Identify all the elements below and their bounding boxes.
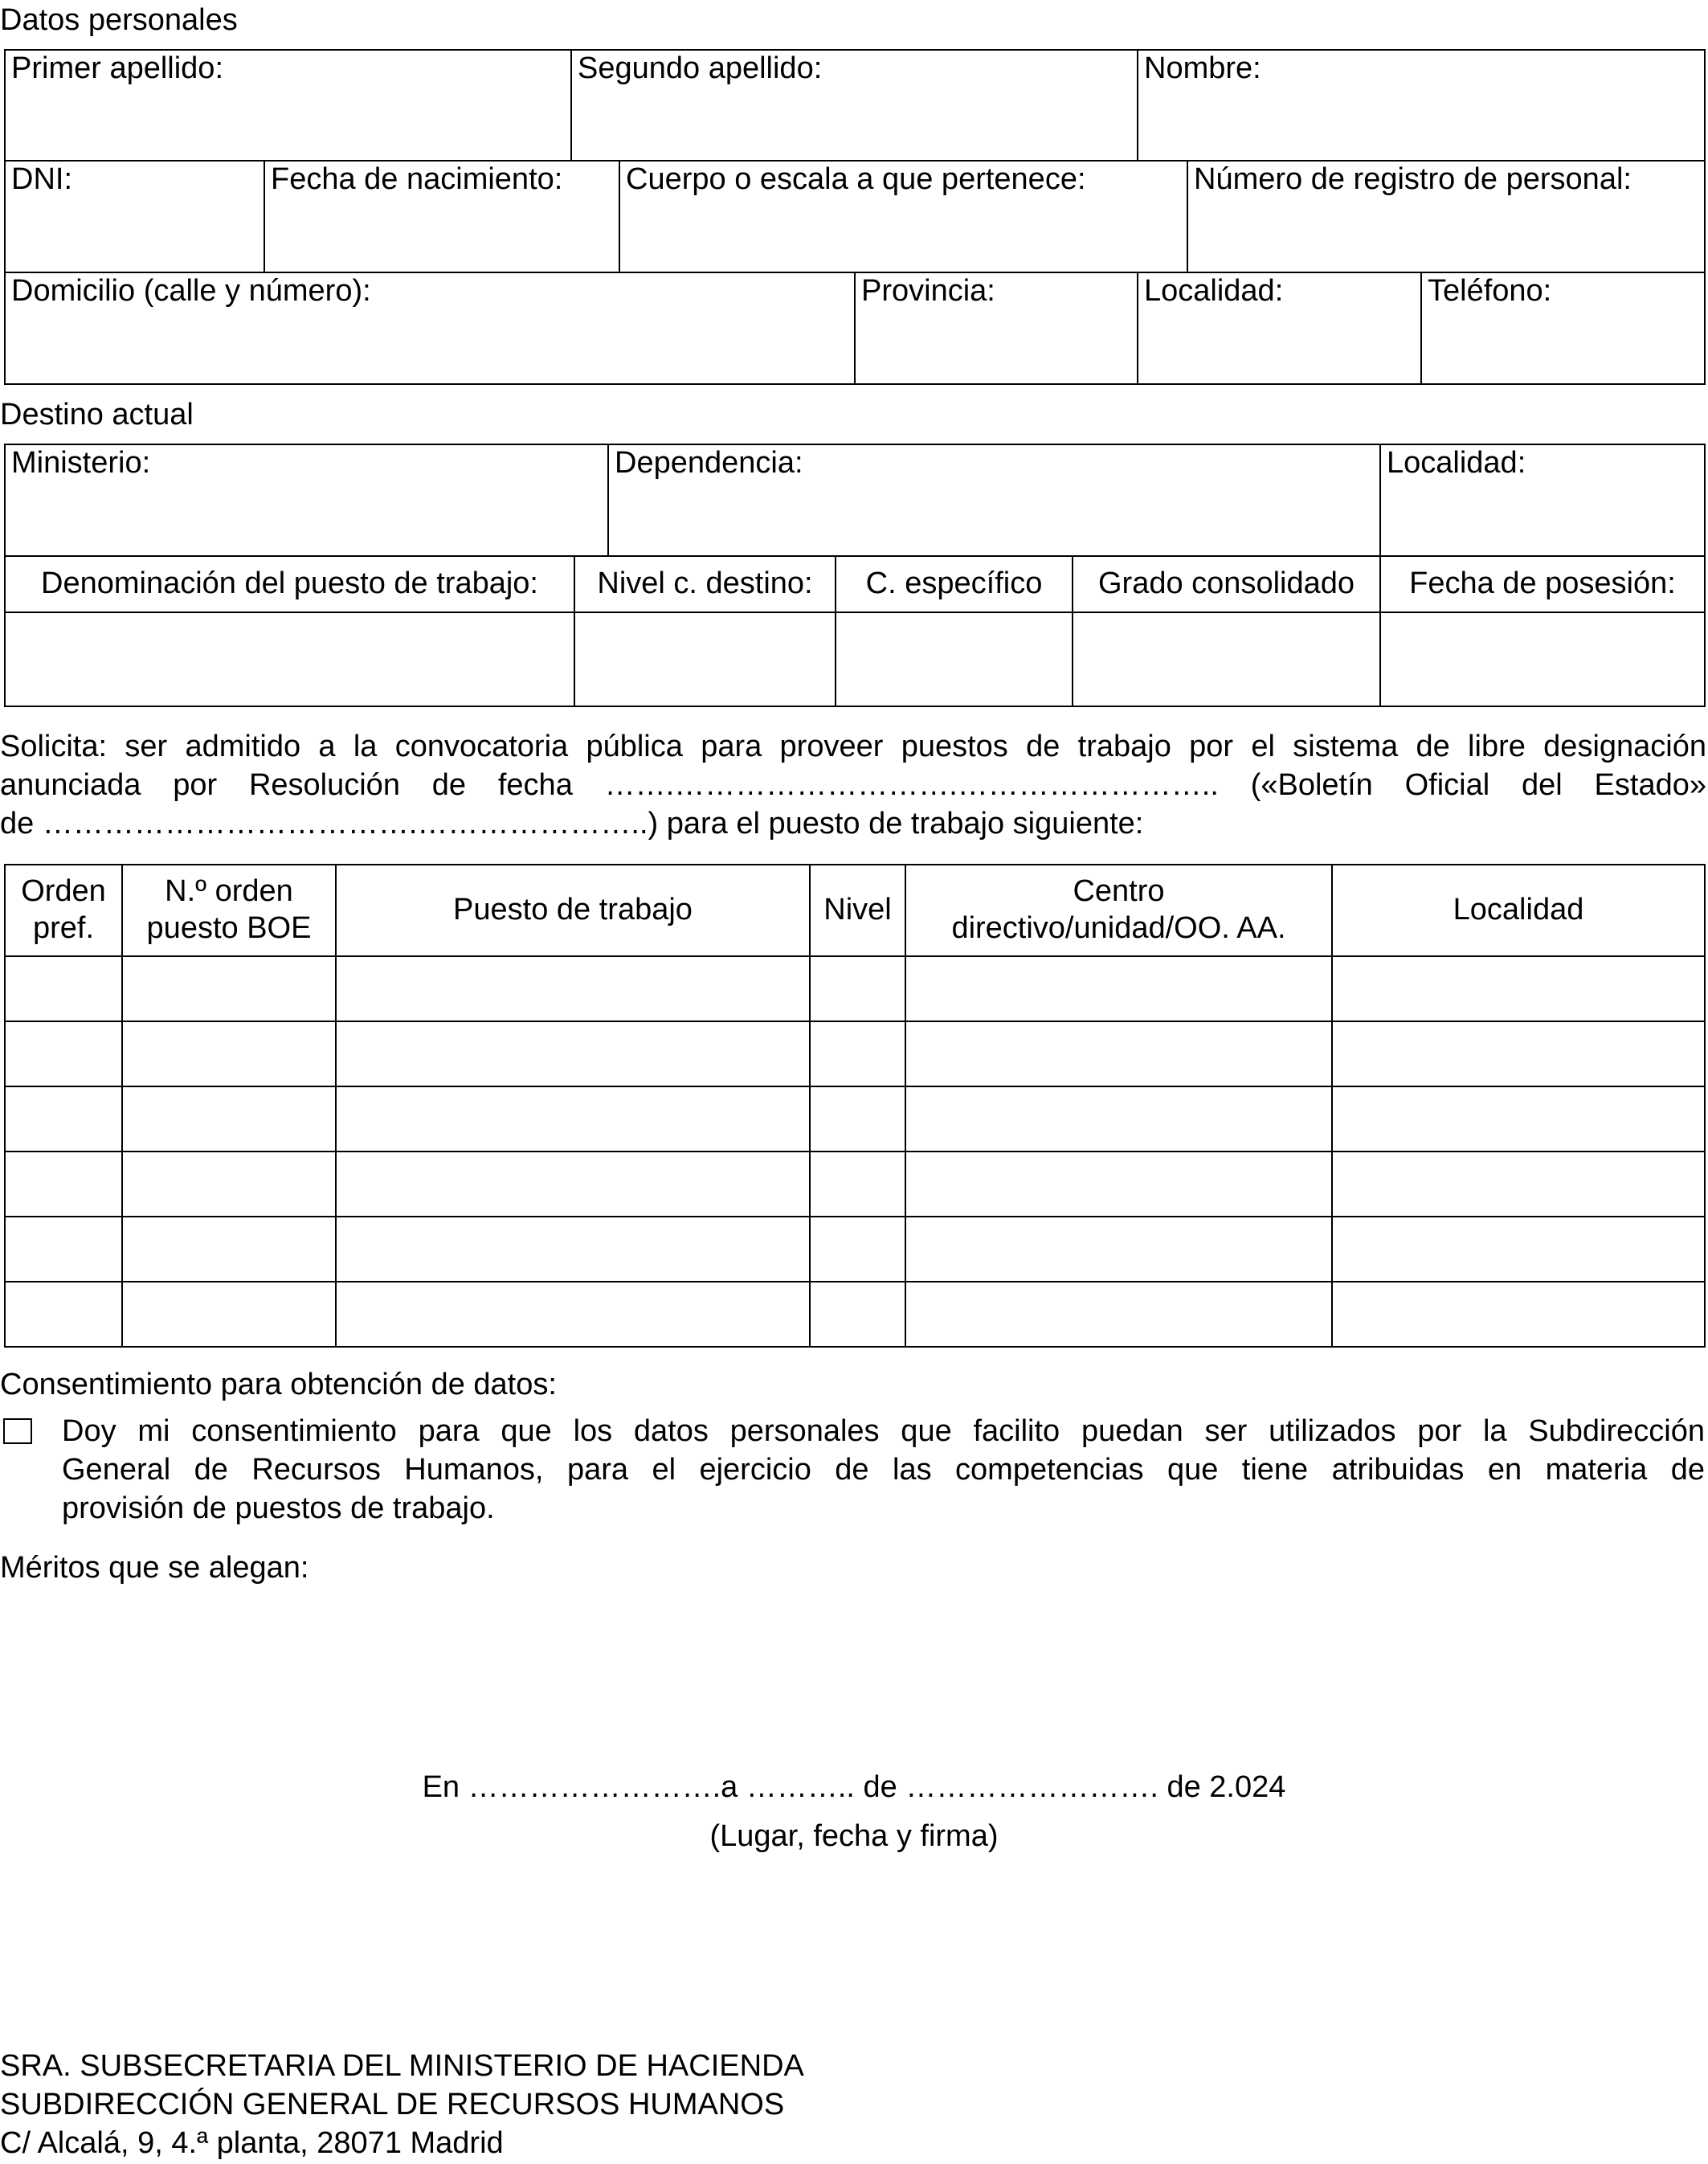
header-localidad: Localidad bbox=[1332, 865, 1705, 956]
table-cell[interactable] bbox=[5, 1086, 122, 1152]
table-row bbox=[5, 956, 1705, 1021]
solicita-line-2: anunciada por Resolución de fecha …….……………………….…………………….. («Boletín Oficial del Estado» bbox=[0, 768, 1706, 802]
table-cell[interactable] bbox=[1332, 1086, 1705, 1152]
table-cell[interactable] bbox=[336, 1282, 810, 1347]
firma-line: En …………………….a ……….. de ……………………. de 2.024 bbox=[422, 1770, 1286, 1804]
table-row bbox=[5, 1086, 1705, 1152]
grado-input[interactable] bbox=[1073, 612, 1380, 706]
solicita-line-1: Solicita: ser admitido a la convocatoria pública para proveer puestos de trabajo por el sistema de libre designación bbox=[0, 730, 1706, 763]
consent-checkbox[interactable] bbox=[3, 1418, 32, 1444]
destino-localidad-label: Localidad: bbox=[1387, 446, 1526, 480]
table-row bbox=[5, 1152, 1705, 1217]
destino-localidad-field[interactable] bbox=[1380, 444, 1705, 556]
puestos-table bbox=[4, 864, 1706, 1348]
consent-line-2: General de Recursos Humanos, para el ejercicio de las competencias que tiene atribuidas en materia de bbox=[62, 1453, 1705, 1487]
destino-table-row2 bbox=[4, 555, 1706, 707]
localidad-label: Localidad: bbox=[1144, 274, 1284, 308]
destino-table-row1 bbox=[4, 444, 1706, 557]
denominacion-input[interactable] bbox=[5, 612, 574, 706]
posesion-header: Fecha de posesión: bbox=[1380, 556, 1705, 612]
section-heading-destino: Destino actual bbox=[0, 398, 194, 432]
header-puesto: Puesto de trabajo bbox=[336, 865, 810, 956]
consent-line-1: Doy mi consentimiento para que los datos personales que facilito puedan ser utilizados por la Subdirección bbox=[62, 1414, 1705, 1448]
table-cell[interactable] bbox=[810, 1217, 905, 1282]
nivel-destino-header: Nivel c. destino: bbox=[574, 556, 836, 612]
ministerio-label: Ministerio: bbox=[11, 446, 151, 480]
meritos-heading: Méritos que se alegan: bbox=[0, 1551, 309, 1585]
domicilio-label: Domicilio (calle y número): bbox=[11, 274, 371, 308]
nombre-label: Nombre: bbox=[1144, 51, 1261, 85]
table-row bbox=[5, 1021, 1705, 1086]
section-heading-personal: Datos personales bbox=[0, 3, 238, 37]
table-cell[interactable] bbox=[1332, 1282, 1705, 1347]
domicilio-field[interactable] bbox=[5, 272, 855, 384]
table-cell[interactable] bbox=[5, 1217, 122, 1282]
telefono-label: Teléfono: bbox=[1428, 274, 1552, 308]
table-cell[interactable] bbox=[905, 1282, 1332, 1347]
table-cell[interactable] bbox=[905, 1217, 1332, 1282]
primer-apellido-label: Primer apellido: bbox=[11, 51, 223, 85]
consent-line-3: provisión de puestos de trabajo. bbox=[62, 1491, 495, 1525]
cuerpo-label: Cuerpo o escala a que pertenece: bbox=[626, 162, 1086, 196]
consentimiento-heading: Consentimiento para obtención de datos: bbox=[0, 1368, 557, 1401]
solicita-line-3: de ……………………………….…………………..) para el puesto de trabajo siguiente: bbox=[0, 807, 1144, 841]
table-cell[interactable] bbox=[810, 1086, 905, 1152]
telefono-field[interactable] bbox=[1421, 272, 1705, 384]
table-cell[interactable] bbox=[1332, 1152, 1705, 1217]
registro-label: Número de registro de personal: bbox=[1194, 162, 1632, 196]
table-cell[interactable] bbox=[905, 1152, 1332, 1217]
table-cell[interactable] bbox=[810, 1152, 905, 1217]
dependencia-field[interactable] bbox=[608, 444, 1380, 556]
solicita-paragraph bbox=[0, 727, 1706, 843]
dni-field[interactable] bbox=[5, 161, 264, 272]
provincia-label: Provincia: bbox=[861, 274, 995, 308]
table-cell[interactable] bbox=[122, 1217, 336, 1282]
table-cell[interactable] bbox=[122, 956, 336, 1021]
provincia-field[interactable] bbox=[855, 272, 1138, 384]
firma-caption: (Lugar, fecha y firma) bbox=[709, 1819, 999, 1853]
especifico-header: C. específico bbox=[836, 556, 1073, 612]
table-cell[interactable] bbox=[5, 1021, 122, 1086]
table-cell[interactable] bbox=[5, 1282, 122, 1347]
fecha-nacimiento-label: Fecha de nacimiento: bbox=[271, 162, 563, 196]
table-cell[interactable] bbox=[810, 1282, 905, 1347]
header-nivel: Nivel bbox=[810, 865, 905, 956]
dni-label: DNI: bbox=[11, 162, 72, 196]
ministerio-field[interactable] bbox=[5, 444, 608, 556]
table-cell[interactable] bbox=[122, 1086, 336, 1152]
table-cell[interactable] bbox=[122, 1282, 336, 1347]
localidad-field[interactable] bbox=[1138, 272, 1421, 384]
table-row bbox=[5, 1217, 1705, 1282]
cuerpo-field[interactable] bbox=[619, 161, 1187, 272]
segundo-apellido-label: Segundo apellido: bbox=[578, 51, 823, 85]
posesion-input[interactable] bbox=[1380, 612, 1705, 706]
personal-data-table-row2 bbox=[4, 160, 1706, 273]
table-cell[interactable] bbox=[336, 1086, 810, 1152]
personal-data-table-row1 bbox=[4, 49, 1706, 162]
especifico-input[interactable] bbox=[836, 612, 1073, 706]
primer-apellido-field[interactable] bbox=[5, 50, 571, 161]
table-cell[interactable] bbox=[5, 956, 122, 1021]
table-cell[interactable] bbox=[1332, 1217, 1705, 1282]
personal-data-table-row3 bbox=[4, 272, 1706, 385]
table-cell[interactable] bbox=[1332, 1021, 1705, 1086]
table-cell[interactable] bbox=[336, 1021, 810, 1086]
registro-field[interactable] bbox=[1187, 161, 1705, 272]
consent-text bbox=[62, 1412, 1705, 1528]
table-cell[interactable] bbox=[1332, 956, 1705, 1021]
dependencia-label: Dependencia: bbox=[615, 446, 803, 480]
table-cell[interactable] bbox=[810, 956, 905, 1021]
table-cell[interactable] bbox=[336, 1217, 810, 1282]
denominacion-header: Denominación del puesto de trabajo: bbox=[5, 556, 574, 612]
grado-header: Grado consolidado bbox=[1073, 556, 1380, 612]
fecha-nacimiento-field[interactable] bbox=[264, 161, 619, 272]
destinatario-line-1: SRA. SUBSECRETARIA DEL MINISTERIO DE HACIENDA bbox=[0, 2049, 804, 2083]
table-cell[interactable] bbox=[810, 1021, 905, 1086]
header-num-orden: N.º orden puesto BOE bbox=[122, 865, 336, 956]
table-cell[interactable] bbox=[905, 1021, 1332, 1086]
table-row bbox=[5, 1282, 1705, 1347]
header-centro: Centro directivo/unidad/OO. AA. bbox=[905, 865, 1332, 956]
segundo-apellido-field[interactable] bbox=[571, 50, 1138, 161]
destinatario-block bbox=[0, 2047, 804, 2162]
destinatario-line-3: C/ Alcalá, 9, 4.ª planta, 28071 Madrid bbox=[0, 2126, 504, 2160]
table-cell[interactable] bbox=[905, 956, 1332, 1021]
table-cell[interactable] bbox=[905, 1086, 1332, 1152]
header-orden: Orden pref. bbox=[5, 865, 122, 956]
puestos-header-row bbox=[5, 865, 1705, 956]
table-cell[interactable] bbox=[122, 1152, 336, 1217]
table-cell[interactable] bbox=[336, 956, 810, 1021]
nivel-destino-input[interactable] bbox=[574, 612, 836, 706]
destinatario-line-2: SUBDIRECCIÓN GENERAL DE RECURSOS HUMANOS bbox=[0, 2088, 785, 2121]
table-cell[interactable] bbox=[336, 1152, 810, 1217]
table-cell[interactable] bbox=[5, 1152, 122, 1217]
nombre-field[interactable] bbox=[1138, 50, 1705, 161]
table-cell[interactable] bbox=[122, 1021, 336, 1086]
